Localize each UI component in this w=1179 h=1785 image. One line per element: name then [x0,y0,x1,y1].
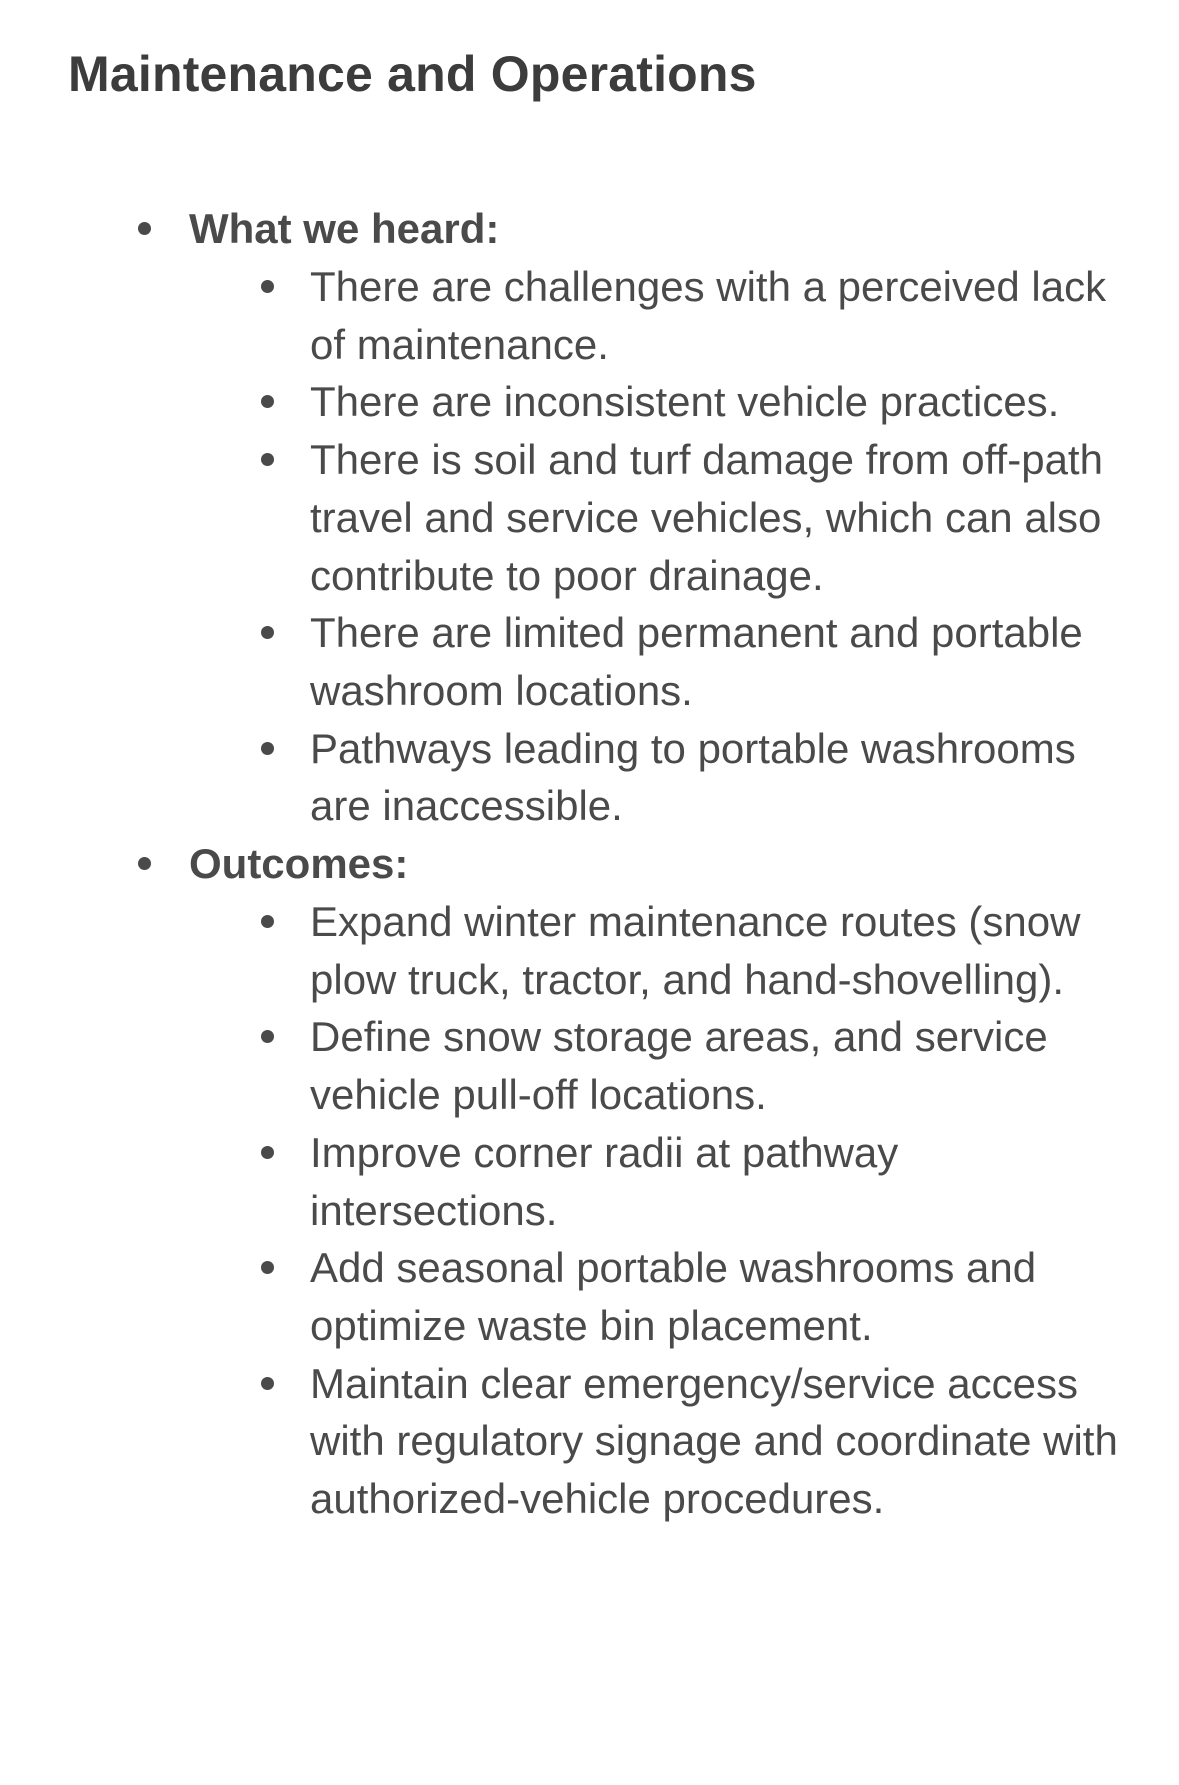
list-item [0,431,1179,604]
list-item-text: There are limited permanent and portable washroom locations. [310,609,1083,714]
page-title: Maintenance and Operations [68,46,757,102]
bullet-icon [261,280,274,293]
list-item-text: Expand winter maintenance routes (snow plow truck, tractor, and hand-shovelling). [310,898,1081,1003]
list-item-text: Pathways leading to portable washrooms are inaccessible. [310,724,1076,830]
list-item [0,373,1179,431]
bullet-icon [261,915,274,928]
section-heading [0,835,1179,893]
list-item [0,1239,1179,1354]
list-item [0,893,1179,1008]
section-heading [0,200,1179,258]
section-heading-label: What we heard: [189,205,500,252]
list-item-text: There is soil and turf damage from off-path travel and service vehicles, which can also contribute to poor drainage. [310,436,1103,599]
section-list [0,200,1179,1528]
list-item [0,1355,1179,1528]
bullet-icon [261,1030,274,1043]
list-item [0,1124,1179,1239]
list-item-text: Maintain clear emergency/service access with regulatory signage and coordinate with authorized-vehicle procedures. [310,1359,1118,1523]
list-item [0,1008,1179,1123]
list-item [0,720,1179,835]
bullet-icon [261,1146,274,1159]
bullet-icon [261,1377,274,1390]
list-item [0,604,1179,719]
section-heading-label: Outcomes: [189,840,409,888]
bullet-icon [261,395,274,408]
list-item [0,258,1179,373]
bullet-icon [261,742,274,755]
list-item-text: There are challenges with a perceived lack of maintenance. [310,263,1107,368]
what-we-heard-list [0,258,1179,835]
outcomes-list [0,893,1179,1528]
bullet-icon [261,626,274,639]
bullet-icon [261,1261,274,1274]
section-outcomes [0,835,1179,1528]
list-item-text: There are inconsistent vehicle practices. [310,378,1060,426]
list-item-text: Add seasonal portable washrooms and optimize waste bin placement. [310,1244,1037,1349]
list-item-text: Define snow storage areas, and service vehicle pull-off locations. [310,1013,1048,1119]
bullet-icon [261,453,274,466]
bullet-icon [138,222,151,235]
bullet-icon [138,857,151,870]
section-what-we-heard [0,200,1179,835]
list-item-text: Improve corner radii at pathway intersections. [310,1128,899,1234]
